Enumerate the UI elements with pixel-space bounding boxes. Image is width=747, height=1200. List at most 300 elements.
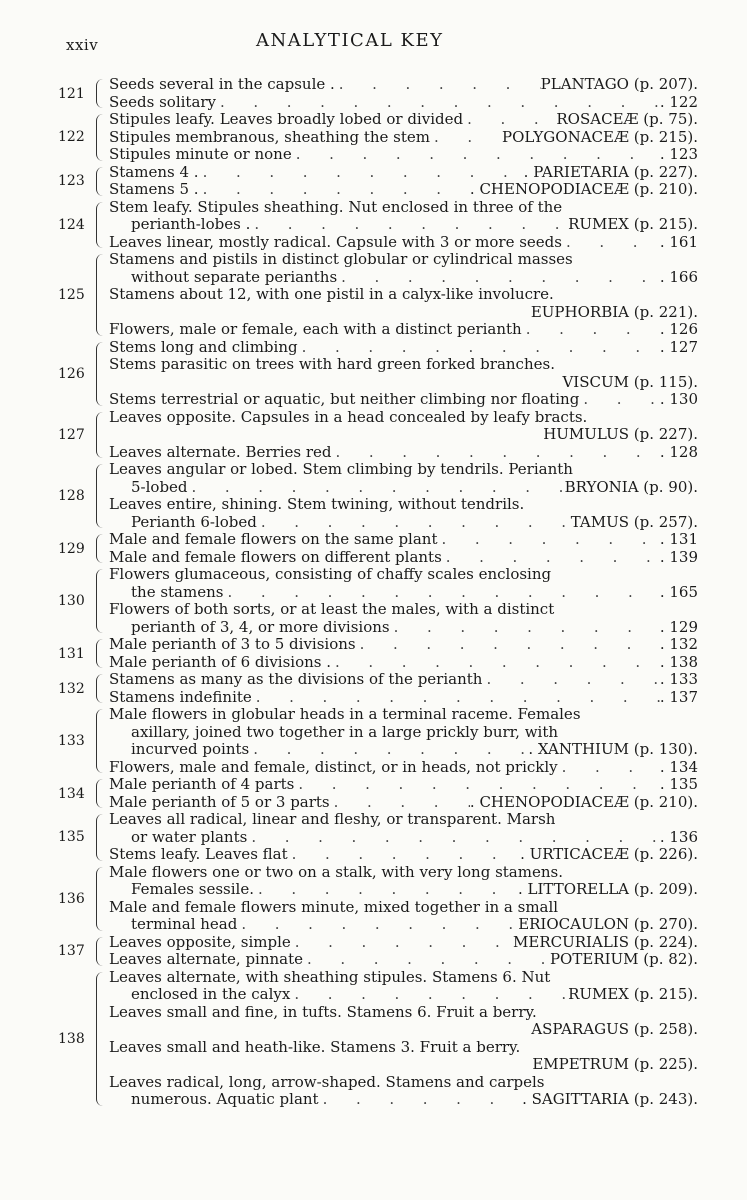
couplet-number: 133 bbox=[58, 733, 85, 749]
key-lead bbox=[109, 461, 698, 496]
lead-line bbox=[109, 321, 698, 339]
lead-target: ERIOCAULON (p. 270). bbox=[518, 916, 698, 933]
couplet bbox=[58, 251, 698, 339]
lead-text: Leaves alternate, pinnate bbox=[109, 951, 304, 968]
leader-dots bbox=[292, 146, 660, 164]
lead-line bbox=[109, 601, 698, 619]
key-lead bbox=[109, 706, 698, 759]
key-lead bbox=[109, 934, 698, 952]
lead-line bbox=[109, 391, 698, 409]
couplet bbox=[58, 76, 698, 111]
lead-text: Male perianth of 5 or 3 parts bbox=[109, 793, 330, 811]
spacer bbox=[131, 374, 562, 392]
couplet-leads bbox=[109, 199, 698, 252]
key-lead bbox=[109, 776, 698, 794]
lead-target: VISCUM (p. 115). bbox=[562, 373, 698, 391]
lead-target: . 122 bbox=[659, 93, 698, 111]
lead-text: Females sessile. bbox=[131, 881, 254, 898]
leader-dots bbox=[223, 584, 659, 602]
leader-dots bbox=[463, 111, 556, 129]
couplet bbox=[58, 339, 698, 409]
couplet bbox=[58, 706, 698, 776]
lead-text: Seeds solitary bbox=[109, 93, 217, 111]
lead-line bbox=[109, 1021, 698, 1039]
couplet-number: 136 bbox=[58, 890, 85, 907]
lead-target: PLANTAGO (p. 207). bbox=[540, 76, 698, 93]
key-lead bbox=[109, 531, 698, 549]
lead-target: . CHENOPODIACEÆ (p. 210). bbox=[469, 793, 698, 811]
leader-dots bbox=[298, 339, 660, 357]
lead-line bbox=[109, 356, 698, 374]
couplet-leads bbox=[109, 636, 698, 671]
key-lead bbox=[109, 654, 698, 672]
lead-line bbox=[109, 776, 698, 794]
lead-text: Male and female flowers on the same plant bbox=[109, 531, 438, 548]
couplet-leads bbox=[109, 934, 698, 969]
leader-dots bbox=[390, 619, 660, 637]
couplet-leads bbox=[109, 706, 698, 776]
lead-text: Stamens as many as the divisions of the perianth bbox=[109, 671, 483, 688]
lead-line bbox=[109, 269, 698, 287]
lead-target: . 135 bbox=[659, 776, 698, 793]
lead-target: . 165 bbox=[659, 583, 698, 601]
couplet bbox=[58, 776, 698, 811]
lead-target: . 134 bbox=[659, 758, 698, 776]
page-header bbox=[66, 30, 697, 56]
lead-text: Stem leafy. Stipules sheathing. Nut enclosed in three of the bbox=[109, 198, 563, 216]
brace bbox=[96, 639, 107, 668]
key-lead bbox=[109, 199, 698, 234]
lead-line bbox=[109, 479, 698, 497]
lead-target: . 136 bbox=[659, 828, 698, 846]
lead-text: axillary, joined two together in a large prickly burr, with bbox=[131, 723, 559, 741]
lead-text: Leaves entire, shining. Stem twining, without tendrils. bbox=[109, 496, 525, 513]
lead-text: Male and female flowers minute, mixed together in a small bbox=[109, 898, 559, 916]
couplet-leads bbox=[109, 531, 698, 566]
lead-target: . 129 bbox=[659, 618, 698, 636]
leader-dots bbox=[337, 269, 660, 287]
couplet bbox=[58, 164, 698, 199]
key-lead bbox=[109, 76, 698, 94]
lead-target: . 133 bbox=[659, 671, 698, 688]
lead-target: . 166 bbox=[659, 268, 698, 286]
lead-line bbox=[109, 496, 698, 514]
leader-dots bbox=[562, 234, 660, 252]
key-lead bbox=[109, 129, 698, 147]
lead-line bbox=[109, 654, 698, 672]
lead-target: . CHENOPODIACEÆ (p. 210). bbox=[469, 181, 698, 198]
key-lead bbox=[109, 566, 698, 601]
leader-dots bbox=[237, 916, 518, 934]
lead-line bbox=[109, 251, 698, 269]
lead-text: Flowers, male and female, distinct, or in heads, not prickly bbox=[109, 758, 558, 776]
key-lead bbox=[109, 251, 698, 286]
couplet bbox=[58, 811, 698, 864]
lead-text: Male perianth of 6 divisions . bbox=[109, 653, 332, 671]
lead-target: . 139 bbox=[659, 548, 698, 566]
lead-text: Leaves linear, mostly radical. Capsule with 3 or more seeds bbox=[109, 233, 562, 251]
key-lead bbox=[109, 391, 698, 409]
lead-text: Flowers glumaceous, consisting of chaffy scales enclosing bbox=[109, 566, 552, 583]
lead-text: Leaves all radical, linear and fleshy, or transparent. Marsh bbox=[109, 811, 556, 828]
brace bbox=[96, 202, 107, 249]
couplet-leads bbox=[109, 339, 698, 409]
lead-target: ROSACEÆ (p. 75). bbox=[556, 111, 698, 128]
leader-dots bbox=[294, 776, 659, 794]
lead-target: . 128 bbox=[659, 443, 698, 461]
brace bbox=[96, 254, 107, 336]
lead-target: . 161 bbox=[659, 233, 698, 251]
couplet bbox=[58, 969, 698, 1109]
lead-target: . 131 bbox=[659, 531, 698, 548]
lead-line bbox=[109, 706, 698, 724]
lead-target: RUMEX (p. 215). bbox=[568, 216, 698, 233]
lead-target: . 138 bbox=[659, 653, 698, 671]
lead-line bbox=[109, 951, 698, 969]
couplet-number: 122 bbox=[58, 129, 85, 146]
couplet bbox=[58, 409, 698, 462]
key-lead bbox=[109, 181, 698, 199]
lead-line bbox=[109, 986, 698, 1004]
leader-dots bbox=[430, 129, 502, 147]
brace bbox=[96, 167, 107, 196]
lead-target: EUPHORBIA (p. 221). bbox=[530, 303, 698, 321]
lead-line bbox=[109, 146, 698, 164]
lead-line bbox=[109, 1004, 698, 1022]
key-lead bbox=[109, 899, 698, 934]
couplet-leads bbox=[109, 251, 698, 339]
brace bbox=[96, 674, 107, 703]
lead-line bbox=[109, 286, 698, 304]
key-lead bbox=[109, 601, 698, 636]
lead-line bbox=[109, 234, 698, 252]
lead-line bbox=[109, 899, 698, 917]
leader-dots bbox=[356, 636, 660, 654]
key-lead bbox=[109, 864, 698, 899]
couplet-number: 128 bbox=[58, 488, 85, 504]
couplet-number: 127 bbox=[58, 426, 85, 443]
lead-target: BRYONIA (p. 90). bbox=[564, 478, 698, 496]
lead-text: or water plants bbox=[131, 828, 248, 846]
couplet-number: 123 bbox=[58, 173, 85, 189]
lead-text: Flowers of both sorts, or at least the males, with a distinct bbox=[109, 601, 555, 618]
lead-target: HUMULUS (p. 227). bbox=[543, 426, 698, 443]
lead-text: Leaves opposite. Capsules in a head concealed by leafy bracts. bbox=[109, 408, 588, 426]
leader-dots bbox=[303, 951, 550, 969]
lead-text: Stipules leafy. Leaves broadly lobed or divided bbox=[109, 111, 464, 128]
lead-text: Stems leafy. Leaves flat bbox=[109, 846, 288, 863]
couplet-number: 131 bbox=[58, 645, 85, 662]
key-lead bbox=[109, 286, 698, 321]
couplet bbox=[58, 111, 698, 164]
leader-dots bbox=[257, 514, 571, 532]
lead-text: Male perianth of 3 to 5 divisions bbox=[109, 636, 356, 653]
lead-line bbox=[109, 111, 698, 129]
key-lead bbox=[109, 1004, 698, 1039]
leader-dots bbox=[290, 986, 568, 1004]
lead-text: Leaves small and heath-like. Stamens 3. Fruit a berry. bbox=[109, 1038, 521, 1056]
lead-target: TAMUS (p. 257). bbox=[570, 513, 698, 531]
brace bbox=[96, 569, 107, 633]
lead-line bbox=[109, 846, 698, 864]
page-number: xxiv bbox=[66, 36, 99, 54]
couplet-leads bbox=[109, 76, 698, 111]
lead-line bbox=[109, 671, 698, 689]
couplet-leads bbox=[109, 461, 698, 531]
lead-target: POTERIUM (p. 82). bbox=[549, 951, 698, 968]
leader-dots bbox=[252, 689, 660, 707]
lead-text: Stems terrestrial or aquatic, but neither climbing nor floating bbox=[109, 391, 580, 408]
lead-text: Male perianth of 4 parts bbox=[109, 776, 295, 793]
lead-text: incurved points bbox=[131, 741, 250, 758]
lead-line bbox=[109, 514, 698, 532]
lead-line bbox=[109, 811, 698, 829]
lead-target: . SAGITTARIA (p. 243). bbox=[522, 1091, 698, 1108]
brace bbox=[96, 972, 107, 1106]
lead-line bbox=[109, 94, 698, 112]
couplet bbox=[58, 531, 698, 566]
couplet-number: 134 bbox=[58, 785, 85, 802]
lead-text: Leaves radical, long, arrow-shaped. Stamens and carpels bbox=[109, 1073, 545, 1091]
leader-dots bbox=[579, 391, 660, 409]
lead-line bbox=[109, 444, 698, 462]
key-lead bbox=[109, 164, 698, 182]
lead-line bbox=[109, 426, 698, 444]
brace bbox=[96, 779, 107, 808]
leader-dots bbox=[216, 94, 660, 112]
lead-target: . PARIETARIA (p. 227). bbox=[523, 163, 698, 181]
brace bbox=[96, 79, 107, 108]
spacer bbox=[131, 426, 543, 444]
lead-line bbox=[109, 724, 698, 742]
lead-line bbox=[109, 181, 698, 199]
lead-line bbox=[109, 129, 698, 147]
key-lead bbox=[109, 636, 698, 654]
lead-text: numerous. Aquatic plant bbox=[131, 1091, 319, 1108]
lead-text: Stamens 5 . bbox=[109, 181, 199, 198]
couplet-number: 126 bbox=[58, 365, 85, 382]
lead-line bbox=[109, 164, 698, 182]
couplet bbox=[58, 671, 698, 706]
couplet-number: 129 bbox=[58, 540, 85, 557]
lead-line bbox=[109, 881, 698, 899]
lead-text: enclosed in the calyx bbox=[131, 986, 291, 1003]
key-lead bbox=[109, 759, 698, 777]
couplet-leads bbox=[109, 671, 698, 706]
lead-line bbox=[109, 759, 698, 777]
lead-text: Leaves alternate. Berries red bbox=[109, 443, 332, 461]
lead-target: POLYGONACEÆ (p. 215). bbox=[502, 128, 698, 146]
brace bbox=[96, 867, 107, 931]
lead-line bbox=[109, 549, 698, 567]
lead-line bbox=[109, 374, 698, 392]
lead-target: . LITTORELLA (p. 209). bbox=[517, 881, 698, 898]
leader-dots bbox=[437, 531, 659, 549]
lead-text: perianth of 3, 4, or more divisions bbox=[131, 618, 390, 636]
lead-line bbox=[109, 916, 698, 934]
lead-text: Stamens 4 . bbox=[109, 163, 199, 181]
lead-text: Flowers, male or female, each with a distinct perianth bbox=[109, 321, 522, 338]
lead-text: Stems parasitic on trees with hard green forked branches. bbox=[109, 356, 555, 373]
lead-line bbox=[109, 636, 698, 654]
lead-target: . 132 bbox=[659, 636, 698, 653]
leader-dots bbox=[522, 321, 660, 339]
lead-target: . 137 bbox=[659, 688, 698, 706]
lead-line bbox=[109, 584, 698, 602]
lead-line bbox=[109, 1056, 698, 1074]
key-lead bbox=[109, 969, 698, 1004]
couplet-number: 125 bbox=[58, 286, 85, 303]
lead-text: Leaves angular or lobed. Stem climbing by tendrils. Perianth bbox=[109, 461, 573, 478]
spacer bbox=[131, 304, 531, 322]
lead-target: RUMEX (p. 215). bbox=[568, 986, 698, 1003]
brace bbox=[96, 709, 107, 773]
lead-text: Perianth 6-lobed bbox=[131, 513, 257, 531]
leader-dots bbox=[331, 654, 660, 672]
lead-text: Seeds several in the capsule . bbox=[109, 76, 335, 93]
couplet-number: 130 bbox=[58, 593, 85, 609]
couplet bbox=[58, 934, 698, 969]
lead-target: . URTICACEÆ (p. 226). bbox=[520, 846, 698, 863]
leader-dots bbox=[254, 881, 518, 899]
brace bbox=[96, 464, 107, 528]
lead-text: Stamens indefinite bbox=[109, 688, 252, 706]
lead-line bbox=[109, 199, 698, 217]
lead-line bbox=[109, 934, 698, 952]
couplet-leads bbox=[109, 811, 698, 864]
couplet bbox=[58, 199, 698, 252]
lead-text: 5-lobed bbox=[131, 478, 188, 496]
couplet bbox=[58, 864, 698, 934]
spacer bbox=[131, 1056, 532, 1074]
key-lead bbox=[109, 1074, 698, 1109]
brace bbox=[96, 814, 107, 861]
lead-line bbox=[109, 531, 698, 549]
lead-line bbox=[109, 1074, 698, 1092]
lead-text: Stems long and climbing bbox=[109, 338, 298, 356]
leader-dots bbox=[319, 1091, 522, 1109]
brace bbox=[96, 534, 107, 563]
lead-text: Male flowers in globular heads in a terminal raceme. Females bbox=[109, 706, 581, 723]
leader-dots bbox=[330, 794, 470, 812]
key-lead bbox=[109, 811, 698, 846]
leader-dots bbox=[249, 741, 528, 759]
brace bbox=[96, 937, 107, 966]
lead-target: . 127 bbox=[659, 338, 698, 356]
couplet-number: 132 bbox=[58, 680, 85, 697]
running-title: ANALYTICAL KEY bbox=[256, 30, 444, 51]
couplet-number: 124 bbox=[58, 216, 85, 233]
lead-line bbox=[109, 864, 698, 882]
leader-dots bbox=[482, 671, 659, 689]
lead-line bbox=[109, 76, 698, 94]
couplet-leads bbox=[109, 776, 698, 811]
key-lead bbox=[109, 846, 698, 864]
lead-line bbox=[109, 339, 698, 357]
brace bbox=[96, 342, 107, 406]
brace bbox=[96, 114, 107, 161]
leader-dots bbox=[188, 479, 565, 497]
lead-text: without separate perianths bbox=[131, 268, 338, 286]
lead-text: terminal head bbox=[131, 916, 238, 933]
couplet-number: 137 bbox=[58, 943, 85, 959]
key-lead bbox=[109, 1039, 698, 1074]
key-lead bbox=[109, 94, 698, 112]
lead-line bbox=[109, 794, 698, 812]
key-lead bbox=[109, 496, 698, 531]
lead-line bbox=[109, 1091, 698, 1109]
couplet-leads bbox=[109, 164, 698, 199]
leader-dots bbox=[288, 846, 520, 864]
lead-line bbox=[109, 566, 698, 584]
lead-text: perianth-lobes . bbox=[131, 216, 251, 233]
lead-target: ASPARAGUS (p. 258). bbox=[531, 1021, 698, 1038]
lead-line bbox=[109, 829, 698, 847]
key-lead bbox=[109, 234, 698, 252]
couplet bbox=[58, 566, 698, 636]
couplet-number: 121 bbox=[58, 85, 85, 102]
lead-target: MERCURIALIS (p. 224). bbox=[513, 933, 698, 951]
lead-target: EMPETRUM (p. 225). bbox=[532, 1056, 698, 1073]
leader-dots bbox=[247, 829, 660, 847]
leader-dots bbox=[335, 76, 541, 94]
lead-target: . 126 bbox=[659, 321, 698, 338]
couplet-leads bbox=[109, 409, 698, 462]
lead-line bbox=[109, 1039, 698, 1057]
key-lead bbox=[109, 339, 698, 357]
leader-dots bbox=[250, 216, 568, 234]
couplet-number: 135 bbox=[58, 829, 85, 846]
key-lead bbox=[109, 689, 698, 707]
brace bbox=[96, 412, 107, 459]
lead-text: Male flowers one or two on a stalk, with very long stamens. bbox=[109, 863, 563, 881]
leader-dots bbox=[199, 164, 524, 182]
key-lead bbox=[109, 356, 698, 391]
lead-line bbox=[109, 304, 698, 322]
lead-line bbox=[109, 969, 698, 987]
lead-target: . XANTHIUM (p. 130). bbox=[528, 741, 698, 758]
couplet-leads bbox=[109, 969, 698, 1109]
key-lead bbox=[109, 444, 698, 462]
lead-line bbox=[109, 461, 698, 479]
leader-dots bbox=[558, 759, 660, 777]
lead-line bbox=[109, 689, 698, 707]
leader-dots bbox=[442, 549, 660, 567]
lead-text: Stipules membranous, sheathing the stem bbox=[109, 128, 430, 146]
key-lead bbox=[109, 111, 698, 129]
lead-text: Stamens about 12, with one pistil in a calyx-like involucre. bbox=[109, 286, 554, 303]
lead-text: Leaves small and fine, in tufts. Stamens 6. Fruit a berry. bbox=[109, 1003, 537, 1021]
lead-text: Stipules minute or none bbox=[109, 146, 292, 163]
couplet bbox=[58, 461, 698, 531]
spacer bbox=[131, 1021, 531, 1039]
lead-line bbox=[109, 741, 698, 759]
couplet-leads bbox=[109, 566, 698, 636]
key-lead bbox=[109, 671, 698, 689]
lead-text: Stamens and pistils in distinct globular or cylindrical masses bbox=[109, 251, 573, 268]
couplet bbox=[58, 636, 698, 671]
couplet-leads bbox=[109, 111, 698, 164]
key-lead bbox=[109, 549, 698, 567]
lead-line bbox=[109, 619, 698, 637]
leader-dots bbox=[199, 181, 470, 199]
leader-dots bbox=[291, 934, 513, 952]
key-lead bbox=[109, 951, 698, 969]
key-lead bbox=[109, 409, 698, 444]
lead-text: Male and female flowers on different plants bbox=[109, 548, 442, 566]
key-lead bbox=[109, 321, 698, 339]
couplet-leads bbox=[109, 864, 698, 934]
